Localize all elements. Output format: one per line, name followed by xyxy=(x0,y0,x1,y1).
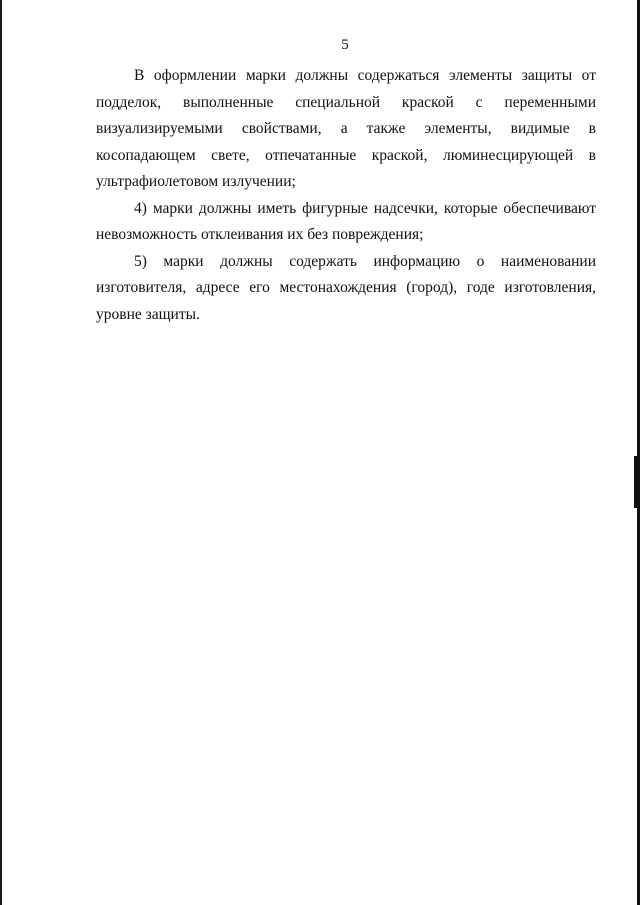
paragraph-item-5: 5) марки должны содержать информацию о наименовании изготовителя, адресе его местонахождения (город), годе изготовления, уровне защиты. xyxy=(96,252,596,323)
paragraph-protection-elements: В оформлении марки должны содержаться элементы защиты от подделок, выполненные специальной краской с переменными визуализируемыми свойствами, а также элементы, видимые в косопадающем свете, отпечатанные краской, люминесцирующей в ультрафиолетовом излучении; xyxy=(96,67,596,190)
scan-left-edge xyxy=(0,0,2,905)
document-body xyxy=(96,63,596,328)
paragraph-item-4: 4) марки должны иметь фигурные надсечки, которые обеспечивают невозможность отклеивания их без повреждения; xyxy=(96,199,596,243)
scan-edge-mark xyxy=(634,456,640,508)
page-number: 5 xyxy=(341,37,349,53)
